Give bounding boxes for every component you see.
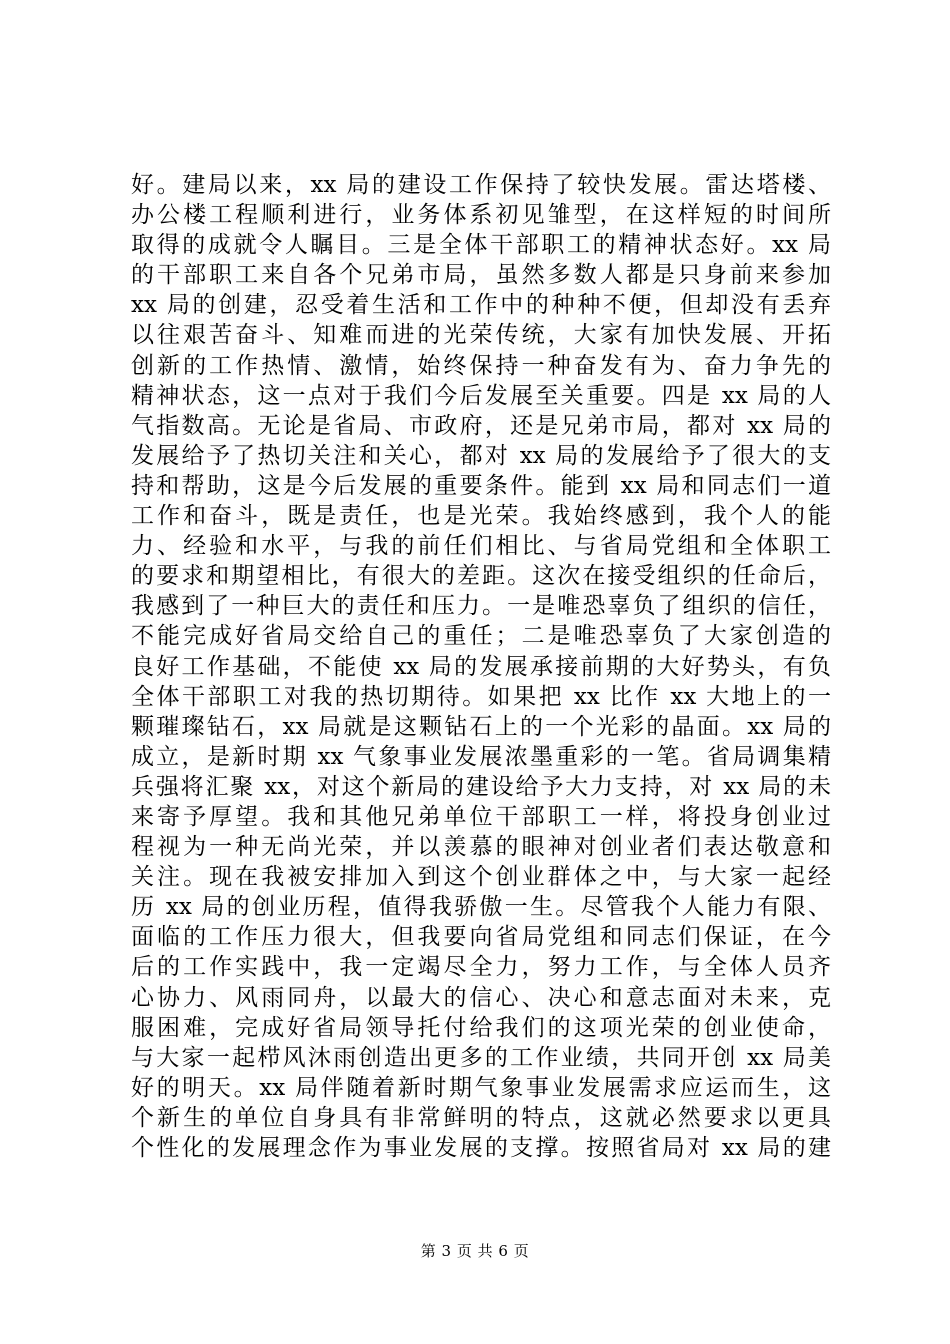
text-line: 个新生的单位自身具有非常鲜明的特点，这就必然要求以更具: [131, 1104, 831, 1131]
text-line: 心协力、风雨同舟，以最大的信心、决心和意志面对未来，克: [131, 984, 831, 1011]
text-line: 个性化的发展理念作为事业发展的支撑。按照省局对 xx 局的建: [131, 1135, 831, 1161]
page-number-footer: 第 3 页 共 6 页: [420, 1242, 530, 1260]
text-line: 的要求和期望相比，有很大的差距。这次在接受组织的任命后，: [131, 563, 831, 590]
text-line: 以往艰苦奋斗、知难而进的光荣传统，大家有加快发展、开拓: [131, 322, 831, 349]
body-text: [131, 170, 831, 1163]
text-line: 良好工作基础，不能使 xx 局的发展承接前期的大好势头，有负: [131, 653, 831, 680]
text-line: 颗璀璨钻石，xx 局就是这颗钻石上的一个光彩的晶面。xx 局的: [131, 713, 831, 740]
text-line: 后的工作实践中，我一定竭尽全力，努力工作，与全体人员齐: [131, 954, 831, 981]
text-line: 力、经验和水平，与我的前任们相比、与省局党组和全体职工: [131, 533, 831, 560]
text-line: 创新的工作热情、激情，始终保持一种奋发有为、奋力争先的: [131, 352, 831, 379]
text-line: 我感到了一种巨大的责任和压力。一是唯恐辜负了组织的信任，: [131, 593, 831, 620]
text-line: 精神状态，这一点对于我们今后发展至关重要。四是 xx 局的人: [131, 382, 831, 409]
text-line: 工作和奋斗，既是责任，也是光荣。我始终感到，我个人的能: [131, 503, 831, 530]
text-line: 程视为一种无尚光荣，并以羡慕的眼神对创业者们表达敬意和: [131, 834, 831, 861]
text-line: 关注。现在我被安排加入到这个创业群体之中，与大家一起经: [131, 864, 831, 891]
text-line: 成立，是新时期 xx 气象事业发展浓墨重彩的一笔。省局调集精: [131, 743, 831, 770]
text-line: 发展给予了热切关注和关心，都对 xx 局的发展给予了很大的支: [131, 442, 831, 469]
text-line: 来寄予厚望。我和其他兄弟单位干部职工一样，将投身创业过: [131, 803, 831, 830]
text-line: xx 局的创建，忍受着生活和工作中的种种不便，但却没有丢弃: [131, 292, 831, 319]
text-line: 办公楼工程顺利进行，业务体系初见雏型，在这样短的时间所: [131, 202, 831, 229]
text-line: 取得的成就令人瞩目。三是全体干部职工的精神状态好。xx 局: [131, 232, 831, 259]
text-line: 历 xx 局的创业历程，值得我骄傲一生。尽管我个人能力有限、: [131, 894, 831, 921]
text-line: 全体干部职工对我的热切期待。如果把 xx 比作 xx 大地上的一: [131, 683, 831, 710]
text-line: 不能完成好省局交给自己的重任；二是唯恐辜负了大家创造的: [131, 623, 831, 650]
text-line: 好。建局以来，xx 局的建设工作保持了较快发展。雷达塔楼、: [131, 172, 831, 198]
text-line: 气指数高。无论是省局、市政府，还是兄弟市局，都对 xx 局的: [131, 412, 831, 439]
text-line: 好的明天。xx 局伴随着新时期气象事业发展需求应运而生，这: [131, 1074, 831, 1101]
text-line: 的干部职工来自各个兄弟市局，虽然多数人都是只身前来参加: [131, 262, 831, 289]
text-line: 兵强将汇聚 xx，对这个新局的建设给予大力支持，对 xx 局的未: [131, 773, 831, 800]
text-line: 持和帮助，这是今后发展的重要条件。能到 xx 局和同志们一道: [131, 472, 831, 499]
text-line: 服困难，完成好省局领导托付给我们的这项光荣的创业使命，: [131, 1014, 831, 1041]
text-line: 面临的工作压力很大，但我要向省局党组和同志们保证，在今: [131, 924, 831, 951]
text-line: 与大家一起栉风沐雨创造出更多的工作业绩，共同开创 xx 局美: [131, 1044, 831, 1071]
